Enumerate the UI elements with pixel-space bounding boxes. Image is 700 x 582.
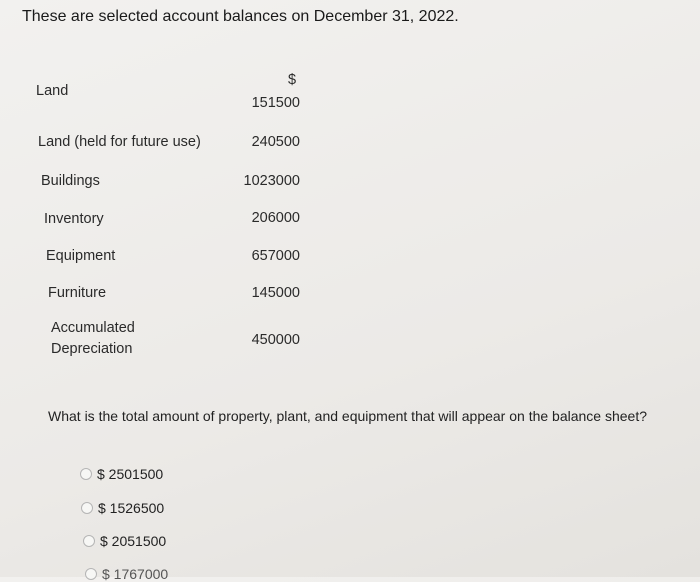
account-label-furniture: Furniture	[48, 285, 107, 301]
account-label-line1: Accumulated	[51, 320, 135, 336]
account-value-buildings: 1023000	[243, 173, 300, 189]
account-value-equipment: 657000	[251, 248, 300, 264]
answer-option-label: $ 2051500	[100, 533, 167, 549]
question-text: What is the total amount of property, plant, and equipment that will appear on the balance sheet?	[48, 408, 648, 424]
account-label-inventory: Inventory	[44, 211, 104, 227]
radio-button[interactable]	[85, 568, 97, 580]
account-value-land-future: 240500	[251, 134, 300, 150]
page-title: These are selected account balances on December 31, 2022.	[22, 8, 459, 25]
radio-button[interactable]	[81, 502, 93, 514]
account-label-accumulated-depreciation	[51, 318, 135, 360]
answer-option-label: $ 1767000	[102, 566, 169, 582]
answer-option-1[interactable]	[80, 466, 163, 482]
account-value-land: 151500	[251, 95, 300, 111]
answer-option-label: $ 1526500	[98, 500, 165, 516]
account-value-furniture: 145000	[251, 285, 300, 301]
account-label-equipment: Equipment	[46, 248, 116, 264]
currency-symbol: $	[288, 72, 297, 88]
answer-option-3[interactable]	[83, 533, 166, 549]
answer-option-4[interactable]	[85, 566, 168, 582]
radio-button[interactable]	[83, 535, 95, 547]
radio-button[interactable]	[80, 468, 92, 480]
account-label-land: Land	[36, 83, 69, 99]
answer-option-label: $ 2501500	[97, 466, 164, 482]
account-value-inventory: 206000	[251, 210, 300, 226]
account-label-land-future: Land (held for future use)	[38, 134, 201, 150]
account-value-accumulated-depreciation: 450000	[251, 332, 300, 348]
account-label-line2: Depreciation	[51, 341, 133, 357]
answer-option-2[interactable]	[81, 500, 164, 516]
account-label-buildings: Buildings	[41, 173, 100, 189]
